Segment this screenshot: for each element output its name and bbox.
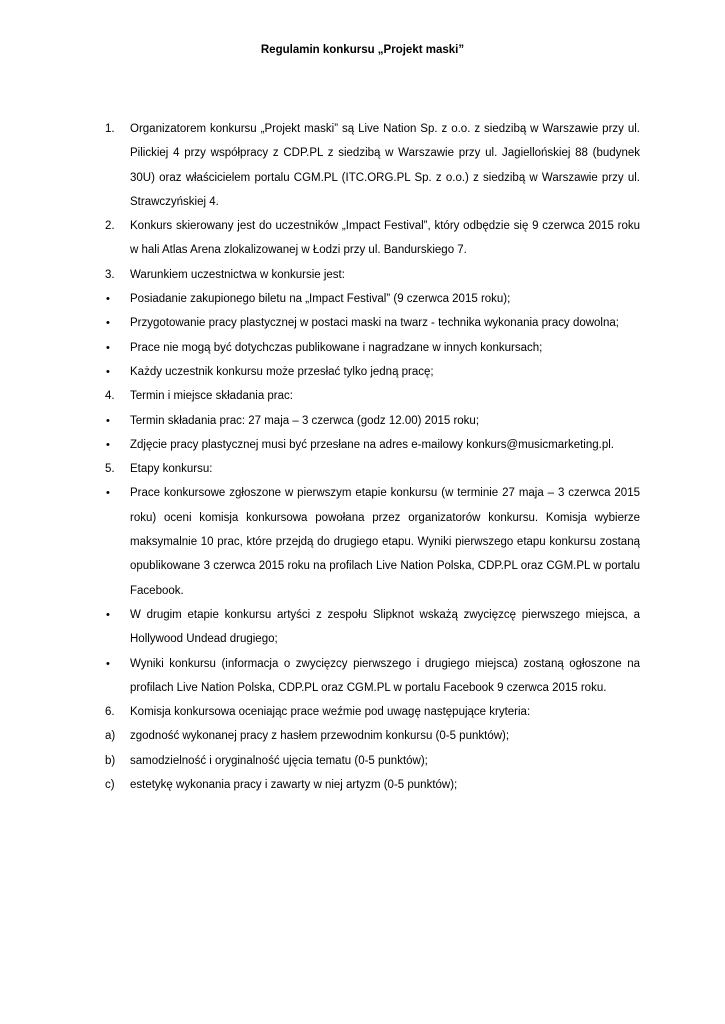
list-item-text: Etapy konkursu: <box>130 463 213 476</box>
list-number: 6. <box>105 706 115 719</box>
list-item-text: Komisja konkursowa oceniając prace weźmie pod uwagę następujące kryteria: <box>130 706 531 719</box>
list-number: 4. <box>105 390 115 403</box>
list-item-text: Przygotowanie pracy plastycznej w postaci maski na twarz - technika wykonania pracy dowolna; <box>130 317 619 330</box>
list-item-text: Termin i miejsce składania prac: <box>130 390 293 403</box>
list-item <box>105 724 640 748</box>
list-item <box>105 384 640 408</box>
list-item-text: samodzielność i oryginalność ujęcia tematu (0-5 punktów); <box>130 754 428 767</box>
list-item-text: estetykę wykonania pracy i zawarty w niej artyzm (0-5 punktów); <box>130 779 458 792</box>
list-item <box>105 773 640 797</box>
list-item-text: zgodność wykonanej pracy z hasłem przewodnim konkursu (0-5 punktów); <box>130 730 510 743</box>
list-item <box>105 433 640 457</box>
list-letter: b) <box>105 754 116 767</box>
list-item <box>105 603 640 652</box>
list-item <box>105 263 640 287</box>
list-item <box>105 700 640 724</box>
list-number: 2. <box>105 220 115 233</box>
list-item-text: Wyniki konkursu (informacja o zwycięzcy pierwszego i drugiego miejsca) zostaną ogłoszone na profilach Live Nation Polska, CDP.PL oraz CGM.PL w portalu Facebook 9 czerwca 2015 roku. <box>130 657 640 694</box>
list-item-text: Organizatorem konkursu „Projekt maski” są Live Nation Sp. z o.o. z siedzibą w Warszawie przy ul. Pilickiej 4 przy współpracy z CDP.PL z siedzibą w Warszawie przy ul. Jagiellońskiej 88 (budynek 30U) oraz właścicielem portalu CGM.PL (ITC.ORG.PL Sp. z o.o.) z siedzibą w Warszawie przy ul. Strawczyńskiej 4. <box>130 123 640 208</box>
list-item <box>105 311 640 335</box>
list-item <box>105 360 640 384</box>
bullet-icon: • <box>106 414 110 427</box>
document-title: Regulamin konkursu „Projekt maski” <box>260 44 465 56</box>
list-item-text: Prace konkursowe zgłoszone w pierwszym etapie konkursu (w terminie 27 maja – 3 czerwca 2015 roku) oceni komisja konkursowa powołana przez organizatorów konkursu. Komisja wybierze maksymalnie 10 prac, które przejdą do drugiego etapu. Wyniki pierwszego etapu konkursu zostaną opublikowane 3 czerwca 2015 roku na profilach Live Nation Polska, CDP.PL oraz CGM.PL w portalu Facebook. <box>130 487 640 597</box>
list-item <box>105 409 640 433</box>
list-letter: a) <box>105 730 116 743</box>
list-item <box>105 117 640 214</box>
list-item <box>105 457 640 481</box>
list-number: 3. <box>105 268 115 281</box>
list-item-text: Posiadanie zakupionego biletu na „Impact Festival” (9 czerwca 2015 roku); <box>130 293 511 306</box>
list-item-text: Zdjęcie pracy plastycznej musi być przesłane na adres e-mailowy konkurs@musicmarketing.pl. <box>130 438 614 451</box>
list-letter: c) <box>105 779 115 792</box>
list-item-text: W drugim etapie konkursu artyści z zespołu Slipknot wskażą zwycięzcę pierwszego miejsca, a Hollywood Undead drugiego; <box>130 608 640 646</box>
bullet-icon: • <box>106 293 110 306</box>
list-number: 1. <box>105 123 115 135</box>
list-item <box>105 214 640 263</box>
list-item <box>105 652 640 701</box>
list-item-text: Warunkiem uczestnictwa w konkursie jest: <box>130 268 345 281</box>
bullet-icon: • <box>106 657 110 670</box>
bullet-icon: • <box>106 487 110 500</box>
bullet-icon: • <box>106 365 110 378</box>
list-item-text: Termin składania prac: 27 maja – 3 czerwca (godz 12.00) 2015 roku; <box>130 414 480 427</box>
bullet-icon: • <box>106 438 110 451</box>
bullet-icon: • <box>106 317 110 330</box>
list-item <box>105 336 640 360</box>
list-item-text: Konkurs skierowany jest do uczestników „Impact Festival”, który odbędzie się 9 czerwca 2015 roku w hali Atlas Arena zlokalizowanej w Łodzi przy ul. Bandurskiego 7. <box>130 220 640 257</box>
list-item <box>105 287 640 311</box>
list-item <box>105 481 640 602</box>
list-item-text: Prace nie mogą być dotychczas publikowane i nagradzane w innych konkursach; <box>130 341 543 354</box>
list-number: 5. <box>105 463 115 476</box>
bullet-icon: • <box>106 608 110 621</box>
list-item <box>105 749 640 773</box>
list-item-text: Każdy uczestnik konkursu może przesłać tylko jedną pracę; <box>130 365 434 378</box>
bullet-icon: • <box>106 341 110 354</box>
regulations-list <box>105 117 640 797</box>
